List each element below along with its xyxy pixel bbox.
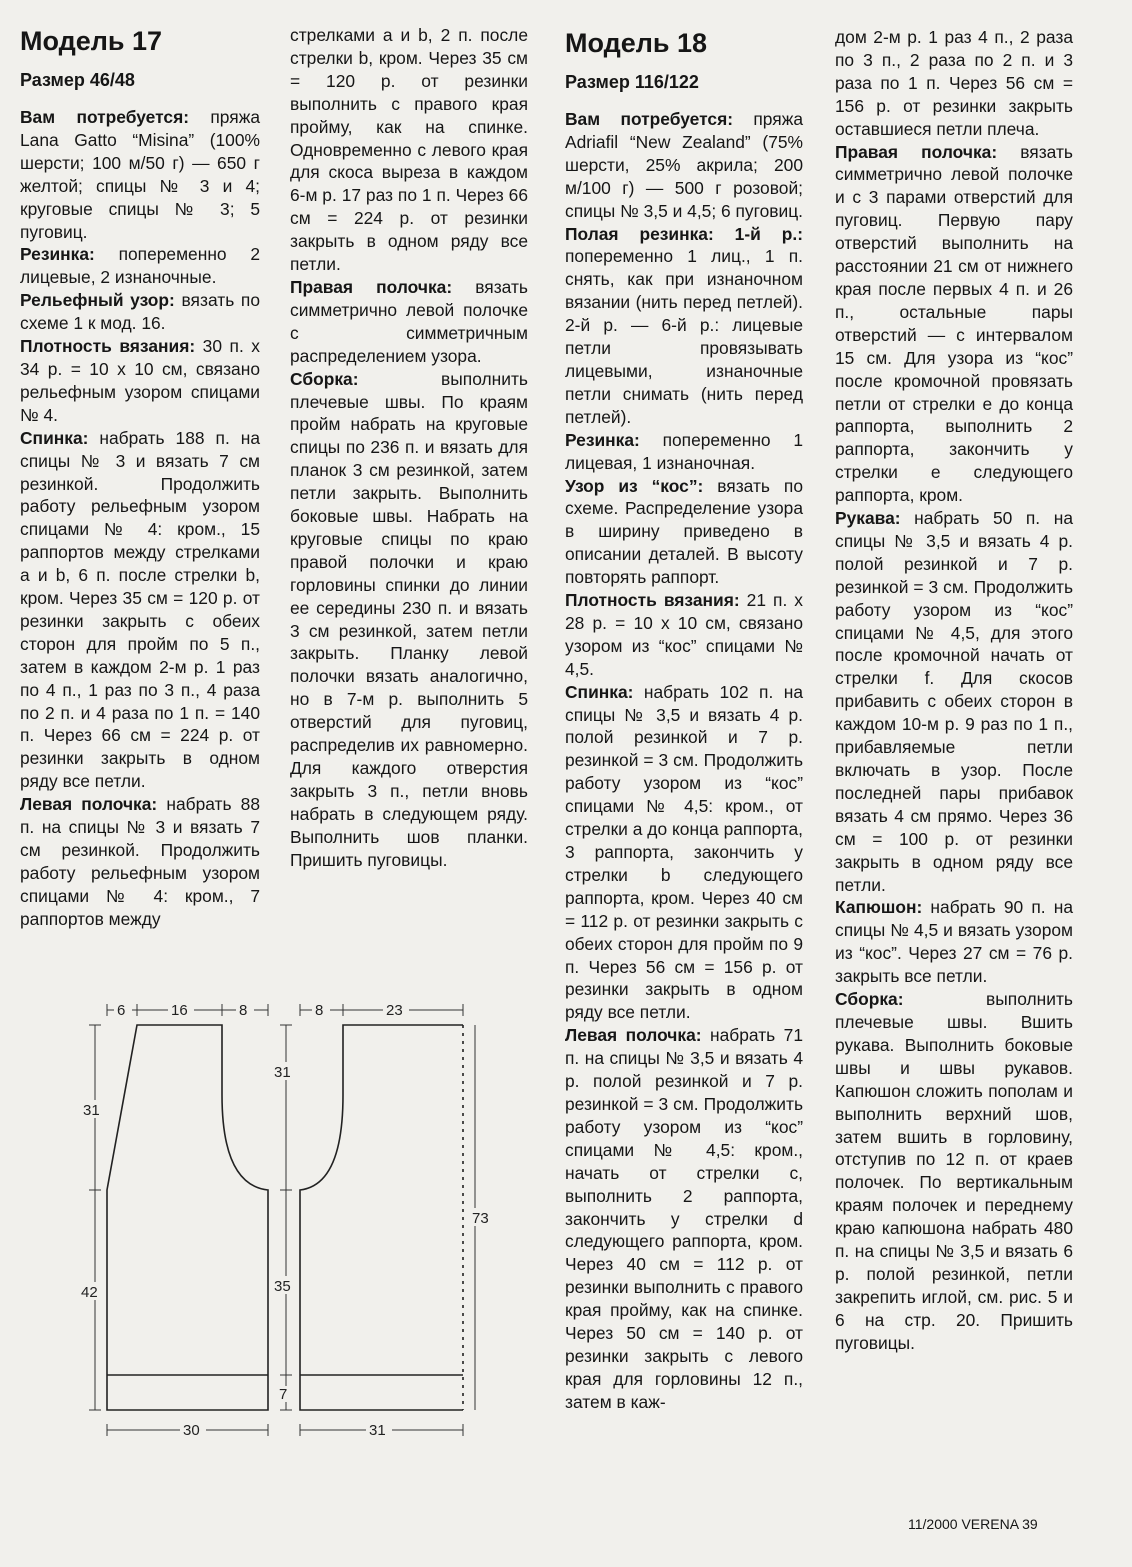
paragraph-heading: Узор из “кос”: [565,475,704,496]
dim-label: 73 [472,1210,489,1227]
paragraph-heading: Спинка: [20,427,89,448]
page-footer: 11/2000 VERENA 39 [908,1516,1038,1532]
paragraph-heading: Капюшон: [835,897,923,918]
paragraph-text: набрать 102 п. на спицы № 3,5 и вязать 4 р. полой резинкой и 7 р. резинкой = 3 см. Продолжить работу узором из “кос” спицами № 4,5: кром., от стрелки a до конца раппорта, 3 раппорта, закончить у стрелки b следующего раппорта, кром. Через 40 см = 112 р. от резинки закрыть с обеих сторон для пройм по 9 п. Через 56 см = 156 р. от резинки закрыть в одном ряду все петли. [565,681,803,1023]
paragraph [565,429,803,475]
paragraph-text: пряжа Lana Gatto “Misina” (100% шерсти; 100 м/50 г) — 650 г желтой; спицы № 3 и 4; круговые спицы № 3; 5 пуговиц. [20,107,261,242]
front-piece-outline [107,1025,268,1410]
paragraph-heading: Правая полочка: [835,141,998,162]
paragraph [565,108,803,223]
model-17-title: Модель 17 [20,26,163,56]
back-piece-outline [300,1025,463,1410]
paragraph-text: набрать 90 п. на спицы № 4,5 и вязать узором из “кос”. Через 27 см = 76 р. закрыть все петли. [835,897,1073,987]
paragraph-heading: Резинка: [20,244,95,265]
paragraph-heading: Плотность вязания: [20,336,196,357]
paragraph-text: выполнить плечевые швы. По краям пройм набрать на круговые спицы по 236 п. и вязать для планок 3 см резинкой, затем петли закрыть. Выполнить боковые швы. Набрать на круговые спицы по краю правой полочки и краю горловины спинки до линии ее середины 230 п. и вязать 3 см резинкой, затем петли закрыть. Планку левой полочки вязать аналогично, но в 7-м р. выполнить 5 отверстий для пуговиц, распределив их равномерно. Для каждого отверстия закрыть 3 п., петли вновь набрать в следующем ряду. Выполнить шов планки. Пришить пуговицы. [290,368,528,870]
dim-label: 7 [279,1386,288,1403]
dim-label: 16 [171,1002,188,1019]
dim-label: 31 [369,1422,386,1439]
paragraph-heading: Сборка: [290,368,359,389]
model-17-size: Размер 46/48 [20,70,135,90]
paragraph [565,475,803,590]
paragraph-heading: Спинка: [565,681,634,702]
dim-label: 42 [81,1284,98,1301]
paragraph-text: набрать 88 п. на спицы № 3 и вязать 7 см резинкой. Продолжить работу рельефным узором спицами № 4: кром., 7 раппортов между [20,794,261,929]
paragraph-text: вязать симметрично левой полочке и с 3 парами отверстий для пуговиц. Первую пару отверстий выполнить на расстоянии 21 см от нижнего края после первых 4 п. и 26 п., остальные пары отверстий — с интервалом 15 см. Для узора из “кос” после кромочной провязать петли от стрелки e до конца раппорта, выполнить 2 раппорта, закончить у стрелки e следующего раппорта, кром. [835,141,1073,506]
paragraph-heading: Рельефный узор: [20,290,175,311]
paragraph [565,681,803,1025]
paragraph [835,26,1073,141]
dim-label: 8 [315,1002,324,1019]
paragraphs [835,26,1073,1355]
paragraph-text: попеременно 1 лицевая, 1 изнаночная. [565,429,803,473]
paragraph-heading: Левая полочка: [565,1025,702,1046]
paragraph [835,141,1073,508]
column-3 [565,26,803,1414]
paragraph-text: вязать симметрично левой полочке с симметричным распределением узора. [290,276,528,366]
pattern-diagram [0,0,560,1567]
paragraph [835,507,1073,896]
dim-label: 35 [274,1278,291,1295]
paragraph-heading: Рукава: [835,508,901,529]
paragraph-text: попеременно 1 лиц., 1 п. снять, как при изнаночном вязании (нить перед петлей). 2-й р. — 6-й р.: лицевые петли провязывать лицевыми, изнаночные петли снимать (нить перед петлей). [565,246,803,427]
dim-label: 8 [239,1002,248,1019]
paragraph-text: 21 п. х 28 р. = 10 х 10 см, связано узором из “кос” спицами № 4,5. [565,590,803,679]
paragraph [835,896,1073,988]
paragraph-text: пряжа Adriafil “New Zealand” (75% шерсти, 25% акрила; 200 м/100 г) — 500 г розовой; спицы № 3,5 и 4,5; 6 пуговиц. [565,109,804,221]
dim-label: 23 [386,1002,403,1019]
paragraphs [565,108,803,1414]
paragraph-text: вязать по схеме 1 к мод. 16. [20,290,260,334]
paragraph-text: набрать 188 п. на спицы № 3 и вязать 7 см резинкой. Продолжить работу рельефным узором спицами № 4: кром., 15 раппортов между стрелками a и b, 6 п. после стрелки b, кром. Через 35 см = 120 р. от резинки закрыть с обеих сторон для пройм по 5 п., затем в каждом 2-м р. 1 раз по 4 п., 1 раз по 3 п., 4 раза по 2 п. и 4 раза по 1 п. = 140 п. Через 66 см = 224 р. от резинки закрыть в одном ряду все петли. [20,427,260,792]
paragraph [565,223,803,429]
paragraph-text: попеременно 2 лицевые, 2 изнаночные. [20,244,260,288]
dim-label: 30 [183,1422,200,1439]
dim-label: 6 [117,1002,126,1019]
paragraph-heading: Вам потребуется: [565,109,734,129]
paragraph-heading: Правая полочка: [290,276,453,297]
paragraph-text: выполнить плечевые швы. Вшить рукава. Выполнить боковые швы и швы рукавов. Капюшон сложить пополам и выполнить верхний шов, затем вшить в горловину, отступив по 12 п. от краев полочек. По вертикальным краям полочек и переднему краю капюшона набрать 480 п. на спицы № 3,5 и вязать 6 р. полой резинкой, петли закрепить иглой, см. рис. 5 и 6 на стр. 20. Пришить пуговицы. [835,989,1073,1353]
paragraph-heading: Вам потребуется: [20,107,190,127]
paragraph [565,1024,803,1413]
paragraph-text: набрать 71 п. на спицы № 3,5 и вязать 4 р. полой резинкой и 7 р. резинкой = 3 см. Продолжить работу узором из “кос” спицами № 4,5: кром., начать от стрелки c, выполнить 2 раппорта, закончить у стрелки d следующего раппорта, кром. Через 40 см = 112 р. от резинки выполнить с правого края пройму, как на спинке. Через 50 см = 140 р. от резинки закрыть с левого края для горловины 12 п., затем в каж- [565,1025,804,1412]
model-18-title: Модель 18 [565,28,708,58]
dim-label: 31 [274,1064,291,1081]
paragraph-heading: Левая полочка: [20,794,158,815]
paragraph-heading: Сборка: [835,989,904,1010]
paragraph [835,988,1073,1355]
paragraph-text: дом 2-м р. 1 раз 4 п., 2 раза по 3 п., 2 раза по 2 п. и 3 раза по 1 п. Через 56 см = 156 р. от резинки закрыть оставшиеся петли плеча. [835,27,1073,139]
column-4 [835,26,1073,1355]
paragraph [565,589,803,681]
paragraph-text: 30 п. х 34 р. = 10 х 10 см, связано рельефным узором спицами № 4. [20,336,260,425]
paragraph-heading: Резинка: [565,429,640,450]
paragraph-heading: Плотность вязания: [565,590,740,611]
dim-label: 31 [83,1102,100,1119]
model-18-size: Размер 116/122 [565,72,699,92]
paragraph-text: вязать по схеме. Распределение узора в ширину приведено в описании деталей. В высоту повторять раппорт. [565,475,803,588]
paragraph-text: стрелками a и b, 2 п. после стрелки b, кром. Через 35 см = 120 р. от резинки выполнить с правого края пройму, как на спинке. Одновременно с левого края для скоса выреза в каждом 6-м р. 17 раз по 1 п. Через 66 см = 224 р. от резинки закрыть в одном ряду все петли. [290,25,528,275]
paragraph-text: набрать 50 п. на спицы № 3,5 и вязать 4 р. полой резинкой и 7 р. резинкой = 3 см. Продолжить работу узором из “кос” спицами № 4,5, для этого после кромочной начать от стрелки f. Для скосов прибавить с обеих сторон в каждом 10-м р. 9 раз по 1 п., прибавляемые петли включать в узор. После последней пары прибавок вязать 4 см прямо. Через 36 см = 100 р. от резинки закрыть в одном ряду все петли. [835,508,1073,895]
paragraph-heading: Полая резинка: 1-й р.: [565,223,803,244]
